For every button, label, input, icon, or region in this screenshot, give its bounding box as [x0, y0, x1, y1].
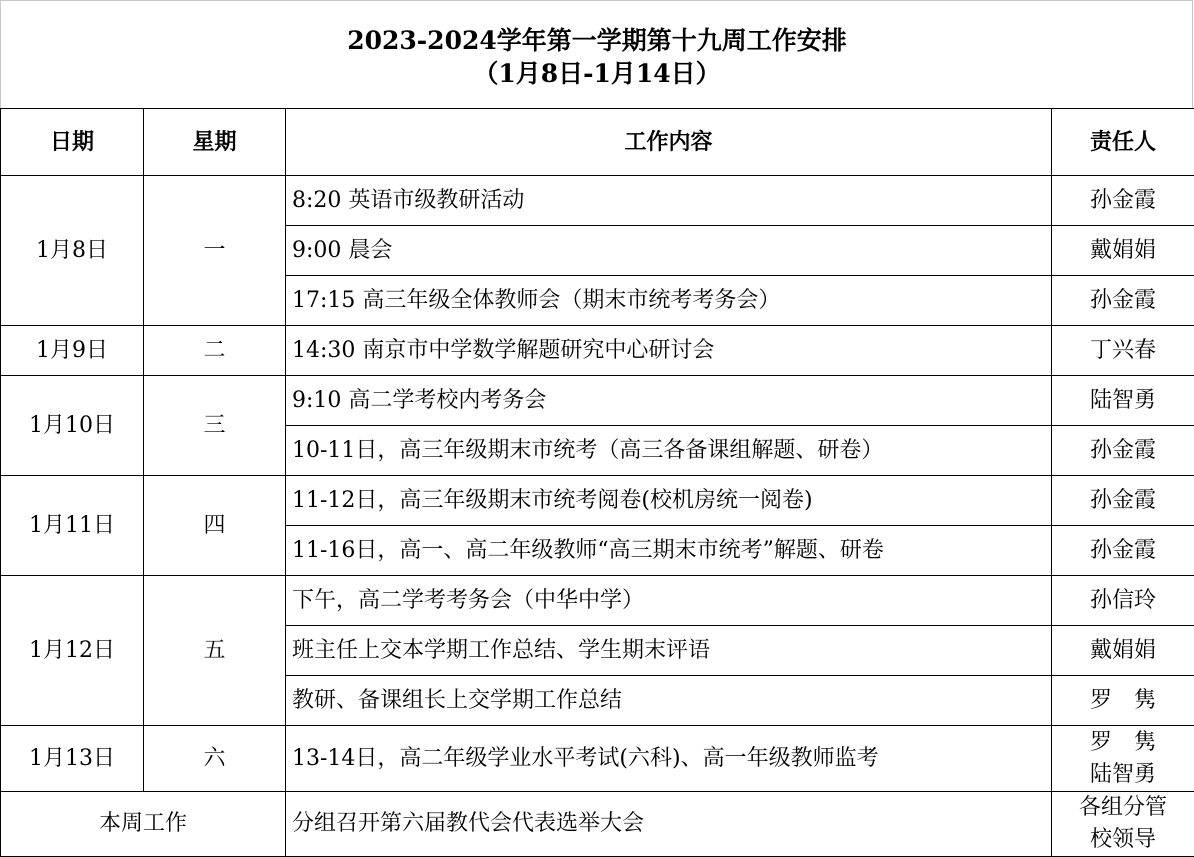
- table-row: [1, 326, 1194, 376]
- task-content: 下午，高二学考考务会（中华中学）: [286, 576, 1052, 626]
- weekly-label: 本周工作: [1, 792, 286, 857]
- task-owner-line: 陆智勇: [1089, 761, 1156, 787]
- schedule-table: [0, 108, 1194, 857]
- weekly-owner: [1052, 792, 1194, 857]
- task-content: 14:30 南京市中学数学解题研究中心研讨会: [286, 326, 1052, 376]
- task-content: 13-14日，高二年级学业水平考试(六科)、高一年级教师监考: [286, 726, 1052, 792]
- date-cell: 1月13日: [1, 726, 144, 792]
- task-content: 10-11日，高三年级期末市统考（高三各备课组解题、研卷）: [286, 426, 1052, 476]
- task-owner: 戴娟娟: [1052, 626, 1194, 676]
- weekly-owner-line: 各组分管: [1078, 795, 1167, 820]
- weekday-cell: 一: [144, 176, 286, 326]
- table-row: [1, 376, 1194, 426]
- task-content: 8:20 英语市级教研活动: [286, 176, 1052, 226]
- date-cell: 1月10日: [1, 376, 144, 476]
- date-cell: 1月11日: [1, 476, 144, 576]
- task-owner: 孙信玲: [1052, 576, 1194, 626]
- table-row: [1, 176, 1194, 226]
- task-owner: 戴娟娟: [1052, 226, 1194, 276]
- task-owner: 孙金霞: [1052, 476, 1194, 526]
- weekday-cell: 五: [144, 576, 286, 726]
- weekday-cell: 四: [144, 476, 286, 576]
- task-content: 教研、备课组长上交学期工作总结: [286, 676, 1052, 726]
- date-cell: 1月9日: [1, 326, 144, 376]
- task-owner: 孙金霞: [1052, 526, 1194, 576]
- weekly-content: 分组召开第六届教代会代表选举大会: [286, 792, 1052, 857]
- task-content: 11-16日，高一、高二年级教师“高三期末市统考”解题、研卷: [286, 526, 1052, 576]
- header-content: 工作内容: [286, 109, 1052, 176]
- header-row: [1, 109, 1194, 176]
- page-subtitle-date-range: （1月8日-1月14日）: [473, 59, 721, 88]
- task-owner: 罗 隽: [1052, 676, 1194, 726]
- task-owner: 陆智勇: [1052, 376, 1194, 426]
- weekday-cell: 三: [144, 376, 286, 476]
- table-row: [1, 576, 1194, 626]
- weekly-row: [1, 792, 1194, 857]
- task-content: 班主任上交本学期工作总结、学生期末评语: [286, 626, 1052, 676]
- header-weekday: 星期: [144, 109, 286, 176]
- task-owner: 丁兴春: [1052, 326, 1194, 376]
- weekly-owner-line: 校领导: [1089, 827, 1156, 852]
- task-content: 11-12日，高三年级期末市统考阅卷(校机房统一阅卷): [286, 476, 1052, 526]
- table-row: [1, 476, 1194, 526]
- task-owner: 孙金霞: [1052, 276, 1194, 326]
- task-owner: 孙金霞: [1052, 176, 1194, 226]
- task-owner: [1052, 726, 1194, 792]
- page-title: 2023-2024学年第一学期第十九周工作安排: [347, 26, 847, 55]
- task-owner: 孙金霞: [1052, 426, 1194, 476]
- weekday-cell: 六: [144, 726, 286, 792]
- task-owner-line: 罗 隽: [1089, 729, 1156, 755]
- task-content: 17:15 高三年级全体教师会（期末市统考考务会）: [286, 276, 1052, 326]
- header-date: 日期: [1, 109, 144, 176]
- date-cell: 1月8日: [1, 176, 144, 326]
- task-content: 9:10 高二学考校内考务会: [286, 376, 1052, 426]
- weekday-cell: 二: [144, 326, 286, 376]
- task-content: 9:00 晨会: [286, 226, 1052, 276]
- table-row: [1, 726, 1194, 792]
- date-cell: 1月12日: [1, 576, 144, 726]
- header-owner: 责任人: [1052, 109, 1194, 176]
